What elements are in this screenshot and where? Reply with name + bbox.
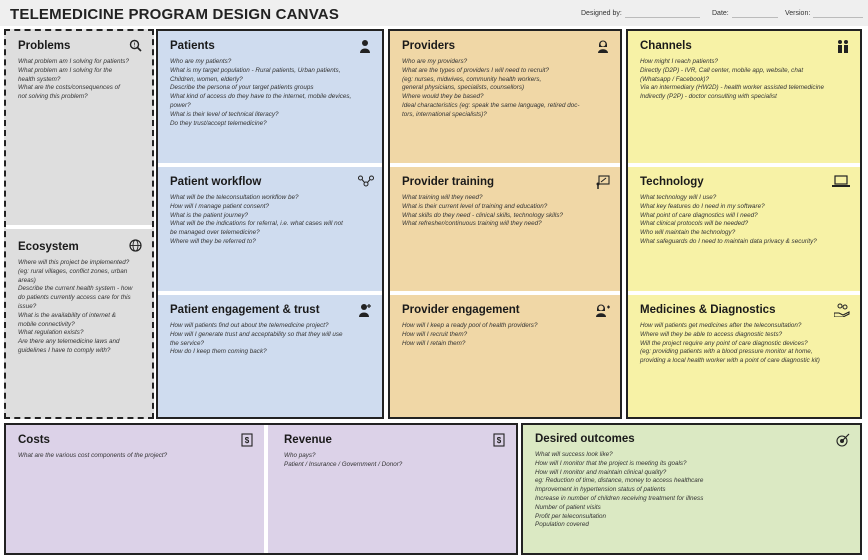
outcomes-item: Population covered bbox=[535, 521, 589, 529]
costs-revenue-row bbox=[4, 423, 518, 555]
medicines-title: Medicines & Diagnostics bbox=[640, 304, 776, 316]
divider bbox=[264, 425, 268, 553]
patient-engagement-item: How will patients find out about the telemedicine project? bbox=[170, 322, 329, 329]
patient-engagement-title: Patient engagement & trust bbox=[170, 304, 320, 316]
technology-title: Technology bbox=[640, 176, 704, 188]
patient-workflow-item: What will be the teleconsultation workflow be? bbox=[170, 194, 299, 201]
provider-training-item: What skills do they need - clinical skills, technology skills? bbox=[402, 211, 563, 219]
technology-item: What clinical protocols will be needed? bbox=[640, 220, 749, 228]
doctor-icon bbox=[596, 39, 610, 53]
provider-engagement-section[interactable] bbox=[390, 295, 620, 417]
problems-item: not solving this problem? bbox=[18, 93, 88, 101]
svg-text:$: $ bbox=[244, 436, 250, 445]
people-icon bbox=[836, 39, 850, 53]
providers-item: Ideal characteristics (eg: speak the same language, retired doc- bbox=[402, 101, 580, 109]
providers-title: Providers bbox=[402, 40, 456, 52]
problems-item: health system? bbox=[18, 75, 61, 83]
provider-training-section[interactable] bbox=[390, 167, 620, 291]
ecosystem-item: What is the availability of internet & bbox=[18, 311, 116, 319]
patients-column bbox=[156, 29, 384, 419]
ecosystem-item: do patients currently access care for this bbox=[18, 294, 131, 302]
patients-item: What kind of access do they have to the internet, mobile devices, bbox=[170, 93, 352, 101]
providers-item: What are the types of providers I will need to recruit? bbox=[402, 66, 549, 74]
patients-title: Patients bbox=[170, 40, 215, 52]
date-field[interactable] bbox=[732, 17, 778, 18]
provider-engagement-item: How will I recruit them? bbox=[402, 330, 468, 338]
outcomes-item: How will I monitor and maintain clinical quality? bbox=[535, 468, 667, 476]
medicines-item: (eg: providing patients with a blood pressure monitor at home, bbox=[640, 348, 813, 356]
patients-item: Do they trust/accept telemedicine? bbox=[170, 119, 267, 127]
doctor-plus-icon bbox=[596, 303, 610, 317]
technology-item: What technology will I use? bbox=[640, 194, 717, 201]
problems-section[interactable] bbox=[6, 31, 152, 225]
channels-section[interactable] bbox=[628, 31, 860, 163]
revenue-title: Revenue bbox=[284, 434, 332, 446]
page-title: TELEMEDICINE PROGRAM DESIGN CANVAS bbox=[10, 6, 340, 23]
outcomes-item: What will success look like? bbox=[535, 451, 613, 458]
ecosystem-item: guidelines I have to comply with? bbox=[18, 346, 111, 354]
version-field[interactable] bbox=[813, 17, 863, 18]
outcomes-item: Profit per teleconsultation bbox=[535, 512, 607, 520]
patient-workflow-item: Where will they be referred to? bbox=[170, 237, 256, 245]
technology-item: Who will maintain the technology? bbox=[640, 229, 736, 237]
channels-item: (Whatsapp / Facebook)? bbox=[640, 75, 709, 83]
costs-item: What are the various cost components of the project? bbox=[18, 452, 168, 459]
channels-column bbox=[626, 29, 862, 419]
person-icon bbox=[358, 39, 372, 53]
patients-item: What is my target population - Rural patients, Urban patients, bbox=[170, 66, 341, 74]
revenue-item: Who pays? bbox=[284, 452, 316, 459]
problems-item: What problem am I solving for the bbox=[18, 66, 113, 74]
magnifier-icon bbox=[128, 39, 142, 53]
technology-section[interactable] bbox=[628, 167, 860, 291]
providers-item: Where would they be based? bbox=[402, 93, 484, 101]
channels-item: Via an intermediary (HW2D) - health worker assisted telemedicine bbox=[640, 84, 824, 92]
version-label: Version: bbox=[785, 10, 811, 17]
patient-engagement-section[interactable] bbox=[158, 295, 382, 417]
ecosystem-item: (eg: rural villages, conflict zones, urban bbox=[18, 267, 128, 275]
problems-title: Problems bbox=[18, 40, 71, 52]
provider-training-item: What training will they need? bbox=[402, 194, 483, 201]
provider-engagement-item: How will I keep a ready pool of health providers? bbox=[402, 322, 538, 329]
patients-section[interactable] bbox=[158, 31, 382, 163]
medicines-item: Will the project require any point of care diagnostic devices? bbox=[640, 339, 808, 347]
ecosystem-item: issue? bbox=[18, 302, 37, 310]
patient-engagement-item: How will I generate trust and acceptability so that they will use bbox=[170, 330, 343, 338]
money-down-icon bbox=[240, 433, 254, 447]
designed-by-field[interactable] bbox=[625, 17, 700, 18]
medicines-item: How will patients get medicines after the teleconsultation? bbox=[640, 322, 802, 329]
provider-training-item: What is their current level of training and education? bbox=[402, 202, 548, 210]
problems-item: What are the costs/consequences of bbox=[18, 84, 120, 92]
ecosystem-title: Ecosystem bbox=[18, 241, 79, 253]
patient-engagement-item: How do I keep them coming back? bbox=[170, 348, 267, 356]
money-up-icon bbox=[492, 433, 506, 447]
medicines-item: providing a local health worker with a point of care diagnostic kit) bbox=[640, 357, 820, 365]
ecosystem-item: Are there any telemedicine laws and bbox=[18, 338, 120, 346]
outcomes-item: Improvement in hypertension status of patients bbox=[535, 486, 666, 494]
outcomes-item: eg: Reduction of time, distance, money to access healthcare bbox=[535, 477, 704, 485]
providers-column bbox=[388, 29, 622, 419]
designed-by-label: Designed by: bbox=[581, 10, 622, 17]
patient-workflow-item: What will be the indications for referral, i.e. what cases will not bbox=[170, 220, 343, 228]
ecosystem-item: Where will this project be implemented? bbox=[18, 259, 130, 266]
outcomes-section[interactable] bbox=[523, 425, 860, 553]
problems-ecosystem-column bbox=[4, 29, 154, 419]
ecosystem-item: Describe the current health system - how bbox=[18, 285, 133, 293]
workflow-icon bbox=[358, 175, 372, 189]
technology-item: What key features do I need in my software? bbox=[640, 202, 765, 210]
patients-item: power? bbox=[170, 101, 191, 109]
patients-item: Who are my patients? bbox=[170, 58, 232, 65]
revenue-item: Patient / Insurance / Government / Donor? bbox=[284, 460, 403, 468]
channels-title: Channels bbox=[640, 40, 692, 52]
patient-workflow-section[interactable] bbox=[158, 167, 382, 291]
target-icon bbox=[836, 433, 850, 447]
medicines-section[interactable] bbox=[628, 295, 860, 417]
presentation-icon bbox=[596, 175, 610, 189]
providers-item: tors, international specialists)? bbox=[402, 110, 487, 118]
patient-workflow-item: What is the patient journey? bbox=[170, 211, 249, 219]
patient-engagement-item: the service? bbox=[170, 339, 204, 347]
medicines-item: Where will they be able to access diagnostic tests? bbox=[640, 330, 783, 338]
channels-item: Directly (D2P) - IVR, Call center, mobile app, website, chat bbox=[640, 66, 804, 74]
svg-text:$: $ bbox=[496, 436, 502, 445]
revenue-section[interactable] bbox=[272, 425, 516, 553]
channels-item: Indirectly (P2P) - doctor consulting with specialist bbox=[640, 93, 777, 101]
provider-training-item: What refresher/continuous training will they need? bbox=[402, 220, 542, 228]
header-bar bbox=[0, 0, 868, 26]
ecosystem-item: mobile connectivity? bbox=[18, 320, 75, 328]
costs-title: Costs bbox=[18, 434, 50, 446]
svg-text:!: ! bbox=[133, 42, 135, 49]
outcomes-item: Increase in number of children receiving treatment for illness bbox=[535, 494, 704, 502]
outcomes-item: Number of patient visits bbox=[535, 503, 601, 511]
ecosystem-section[interactable] bbox=[6, 229, 152, 417]
channels-item: How might I reach patients? bbox=[640, 58, 719, 65]
providers-section[interactable] bbox=[390, 31, 620, 163]
patient-workflow-item: be managed over telemedicine? bbox=[170, 229, 260, 237]
problems-item: What problem am I solving for patients? bbox=[18, 58, 129, 65]
laptop-icon bbox=[832, 175, 850, 189]
patient-workflow-item: How will I manage patient consent? bbox=[170, 202, 270, 210]
providers-item: Who are my providers? bbox=[402, 58, 468, 65]
outcomes-title: Desired outcomes bbox=[535, 433, 635, 445]
globe-icon bbox=[128, 239, 142, 253]
date-label: Date: bbox=[712, 10, 729, 17]
outcomes-box bbox=[521, 423, 862, 555]
person-plus-icon bbox=[358, 303, 372, 317]
technology-item: What safeguards do I need to maintain data privacy & security? bbox=[640, 237, 817, 245]
providers-item: general physicians, specialists, counsellors) bbox=[402, 84, 525, 92]
outcomes-item: How will I monitor that the project is meeting its goals? bbox=[535, 459, 687, 467]
patients-item: What is their level of technical literacy? bbox=[170, 110, 279, 118]
providers-item: (eg: nurses, midwives, community health workers, bbox=[402, 75, 542, 83]
patients-item: Children, women, elderly? bbox=[170, 75, 243, 83]
patient-workflow-title: Patient workflow bbox=[170, 176, 262, 188]
ecosystem-item: What regulation exists? bbox=[18, 329, 84, 337]
technology-item: What point of care diagnostics will I need? bbox=[640, 211, 758, 219]
provider-training-title: Provider training bbox=[402, 176, 495, 188]
provider-engagement-item: How will I retain them? bbox=[402, 339, 466, 347]
patients-item: Describe the persona of your target patients groups bbox=[170, 84, 314, 92]
ecosystem-item: areas) bbox=[18, 276, 36, 284]
costs-section[interactable] bbox=[6, 425, 264, 553]
provider-engagement-title: Provider engagement bbox=[402, 304, 520, 316]
hand-pills-icon bbox=[834, 303, 850, 317]
